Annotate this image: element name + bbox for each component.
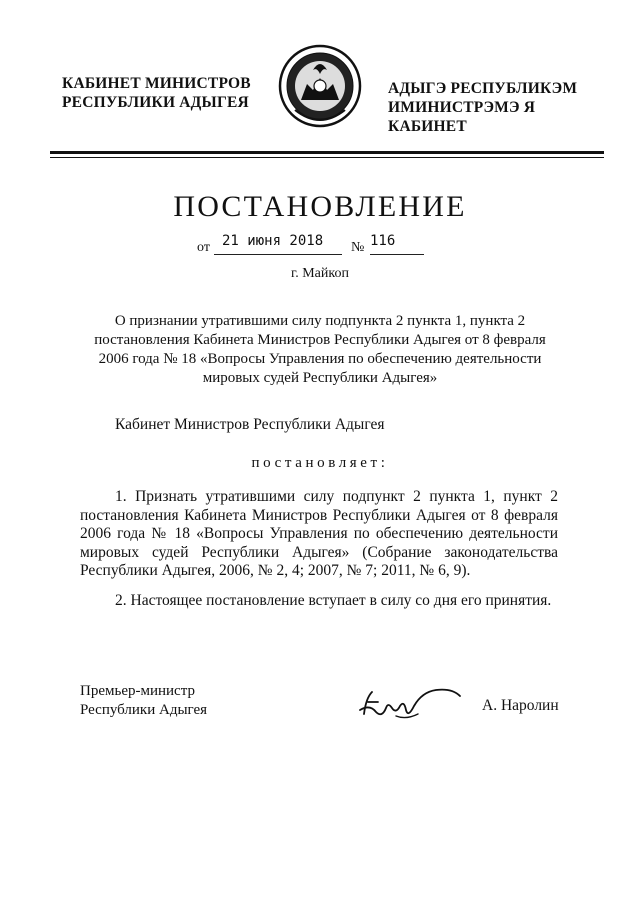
signatory-name: А. Наролин: [482, 697, 559, 714]
header-rule-thin: [50, 157, 604, 158]
paragraph-2: 2. Настоящее постановление вступает в силу со дня его принятия.: [115, 592, 552, 609]
resolves-heading: постановляет:: [251, 455, 389, 471]
number-underline: [370, 254, 424, 255]
coat-of-arms-emblem-icon: [277, 40, 363, 135]
header-right-line2: ИМИНИСТРЭМЭ Я КАБИНЕТ: [388, 99, 536, 135]
paragraph-1-line: 1. Признать утратившими силу подпункт 2 пункта 1, пункт 2: [115, 488, 558, 505]
document-subject: О признании утратившими силу подпункта 2 пункта 1, пункта 2 постановления Кабинета Министров Республики Адыгея от 8 февраля 2006 года № 18 «Вопросы Управления по обеспечению деятельности мировых судей Республики Адыгея»: [94, 313, 546, 386]
document-title: ПОСТАНОВЛЕНИЕ: [173, 190, 467, 223]
date-prefix: от: [197, 240, 210, 255]
header-left-line1: КАБИНЕТ МИНИСТРОВ: [62, 75, 251, 92]
number-prefix: №: [351, 240, 365, 255]
paragraph-1: [80, 488, 558, 581]
paragraph-1-line: 2006 года № 18 «Вопросы Управления по обеспечению деятельности: [80, 525, 558, 542]
header-right-line1: АДЫГЭ РЕСПУБЛИКЭМ: [388, 80, 578, 97]
signatory-title: [80, 682, 207, 720]
paragraph-1-line: постановления Кабинета Министров Республики Адыгея от 8 февраля: [80, 506, 558, 524]
paragraph-1-line: Республики Адыгея, 2006, № 2, 4; 2007, № 7; 2011, № 6, 9).: [80, 562, 471, 579]
header-left: [62, 74, 262, 112]
document-number: 116: [370, 233, 396, 249]
document-date: 21 июня 2018: [222, 233, 324, 249]
paragraph-1-line: мировых судей Республики Адыгея» (Собрание законодательства: [80, 543, 558, 561]
handwritten-signature: [356, 684, 464, 724]
date-underline: [214, 254, 342, 255]
header-right: [388, 79, 618, 136]
city: г. Майкоп: [291, 266, 349, 281]
signatory-title-line2: Республики Адыгея: [80, 702, 208, 718]
header-left-line2: РЕСПУБЛИКИ АДЫГЕЯ: [62, 94, 249, 111]
header-rule-thick: [50, 151, 604, 154]
issuer: Кабинет Министров Республики Адыгея: [115, 416, 385, 433]
signatory-title-line1: Премьер-министр: [80, 683, 195, 699]
